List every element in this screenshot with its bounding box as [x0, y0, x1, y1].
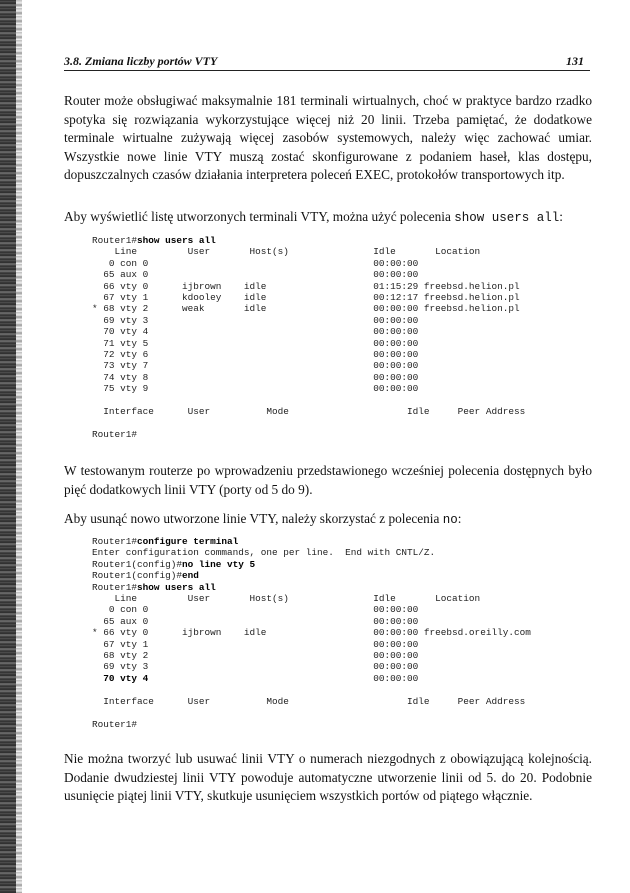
interface-header: Interface User Mode Idle Peer Address [92, 695, 526, 707]
row-text: 00:00:00 [148, 672, 419, 684]
table-row [92, 604, 592, 615]
row-text: 69 vty 3 00:00:00 [92, 661, 419, 673]
code-command-line [92, 536, 592, 547]
inline-command: show users all [454, 211, 560, 225]
row-text: 0 con 0 00:00:00 [92, 604, 419, 616]
paragraph-test-result: W testowanym routerze po wprowadzeniu przedstawionego wcześniej polecenia dostępnych było pięć dodatkowych linii VTY (porty od 5 do 9). [64, 463, 592, 497]
command-text: show users all [137, 581, 216, 593]
table-row: 75 vty 9 00:00:00 [92, 383, 419, 395]
prompt-text: Router1# [92, 581, 138, 593]
code-blank-line [92, 418, 592, 429]
command-text: show users all [137, 235, 216, 246]
table-row: 74 vty 8 00:00:00 [92, 371, 419, 383]
paragraph-text: Aby wyświetlić listę utworzonych terminali VTY, można użyć polecenia [64, 209, 451, 224]
table-row [92, 673, 592, 684]
paragraph-show-users [64, 208, 592, 228]
paragraph-remove-vty [64, 510, 592, 530]
row-text: 65 aux 0 00:00:00 [92, 615, 419, 627]
end-prompt: Router1# [92, 428, 138, 440]
paragraph-colon: : [559, 209, 563, 224]
table-row: 70 vty 4 00:00:00 [92, 326, 419, 338]
paragraph-text: Aby usunąć nowo utworzone linie VTY, należy skorzystać z polecenia [64, 511, 440, 526]
table-header: Line User Host(s) Idle Location [92, 593, 481, 605]
book-binding-edge [0, 0, 16, 893]
running-header [64, 52, 590, 71]
command-text: end [182, 570, 199, 582]
page-edge-shadow [16, 0, 22, 893]
table-row: 73 vty 7 00:00:00 [92, 360, 419, 372]
page-number: 131 [566, 54, 584, 68]
table-row [92, 650, 592, 661]
code-command-line [92, 547, 592, 558]
table-row: 66 vty 0 ijbrown idle 01:15:29 freebsd.helion.pl [92, 280, 520, 292]
end-prompt: Router1# [92, 718, 138, 730]
row-text: 67 vty 1 00:00:00 [92, 638, 419, 650]
section-title: 3.8. Zmiana liczby portów VTY [64, 54, 218, 68]
table-row: 72 vty 6 00:00:00 [92, 349, 419, 361]
table-row [92, 627, 592, 638]
table-row [92, 661, 592, 672]
paragraph-colon: : [457, 511, 462, 526]
table-row [92, 616, 592, 627]
table-header: Line User Host(s) Idle Location [92, 246, 481, 258]
code-command-line [92, 570, 592, 581]
code-command-line [92, 559, 592, 570]
row-text: * 66 vty 0 ijbrown idle 00:00:00 freebsd.oreilly.com [92, 627, 531, 639]
interface-header: Interface User Mode Idle Peer Address [92, 406, 526, 418]
table-row: 0 con 0 00:00:00 [92, 257, 419, 269]
paragraph-intro: Router może obsługiwać maksymalnie 181 terminali wirtualnych, choć w praktyce bardzo rzadko spotyka się rozwiązania wykorzystujące więcej niż 20 linii. Trzeba pamiętać, że dodatkowe terminale wirtualne zużywają więcej zasobów systemowych, należy więc zachować umiar. Wszystkie nowe linie VTY muszą zostać skonfigurowane z podaniem haseł, klas dostępu, dopuszczalnych czasów działania interpretera poleceń EXEC, protokołów transportowych itp. [64, 93, 592, 183]
table-row: * 68 vty 2 weak idle 00:00:00 freebsd.helion.pl [92, 303, 520, 315]
prompt-text: Router1(config)# [92, 570, 183, 582]
row-text: 68 vty 2 00:00:00 [92, 650, 419, 662]
table-row [92, 639, 592, 650]
code-blank-line [92, 395, 592, 406]
code-command-line [92, 235, 592, 246]
prompt-text: Router1# [92, 235, 138, 246]
code-blank-line [92, 684, 592, 695]
table-row: 65 aux 0 00:00:00 [92, 269, 419, 281]
command-text: configure terminal [137, 536, 239, 547]
table-row: 67 vty 1 kdooley idle 00:12:17 freebsd.helion.pl [92, 292, 520, 304]
inline-command: no [442, 513, 458, 527]
code-listing-no-line-vty [92, 536, 592, 730]
paragraph-conclusion: Nie można tworzyć lub usuwać linii VTY o numerach niezgodnych z obowiązującą kolejnością. Dodanie dwudziestej linii VTY powoduje automatyczne utworzenie linii od 5. do 20. Podobnie usunięcie piątej linii VTY, skutkuje usunięciem wszystkich portów od piątego włącznie. [64, 751, 592, 804]
prompt-text: Router1(config)# [92, 558, 183, 570]
prompt-text: Enter configuration commands, one per line. End with CNTL/Z. [92, 547, 436, 559]
prompt-text: Router1# [92, 536, 138, 547]
row-highlight: 70 vty 4 [92, 672, 149, 684]
command-text: no line vty 5 [182, 558, 256, 570]
table-row: 71 vty 5 00:00:00 [92, 337, 419, 349]
table-row: 69 vty 3 00:00:00 [92, 314, 419, 326]
code-listing-show-users [92, 235, 592, 440]
code-command-line [92, 582, 592, 593]
code-blank-line [92, 707, 592, 718]
